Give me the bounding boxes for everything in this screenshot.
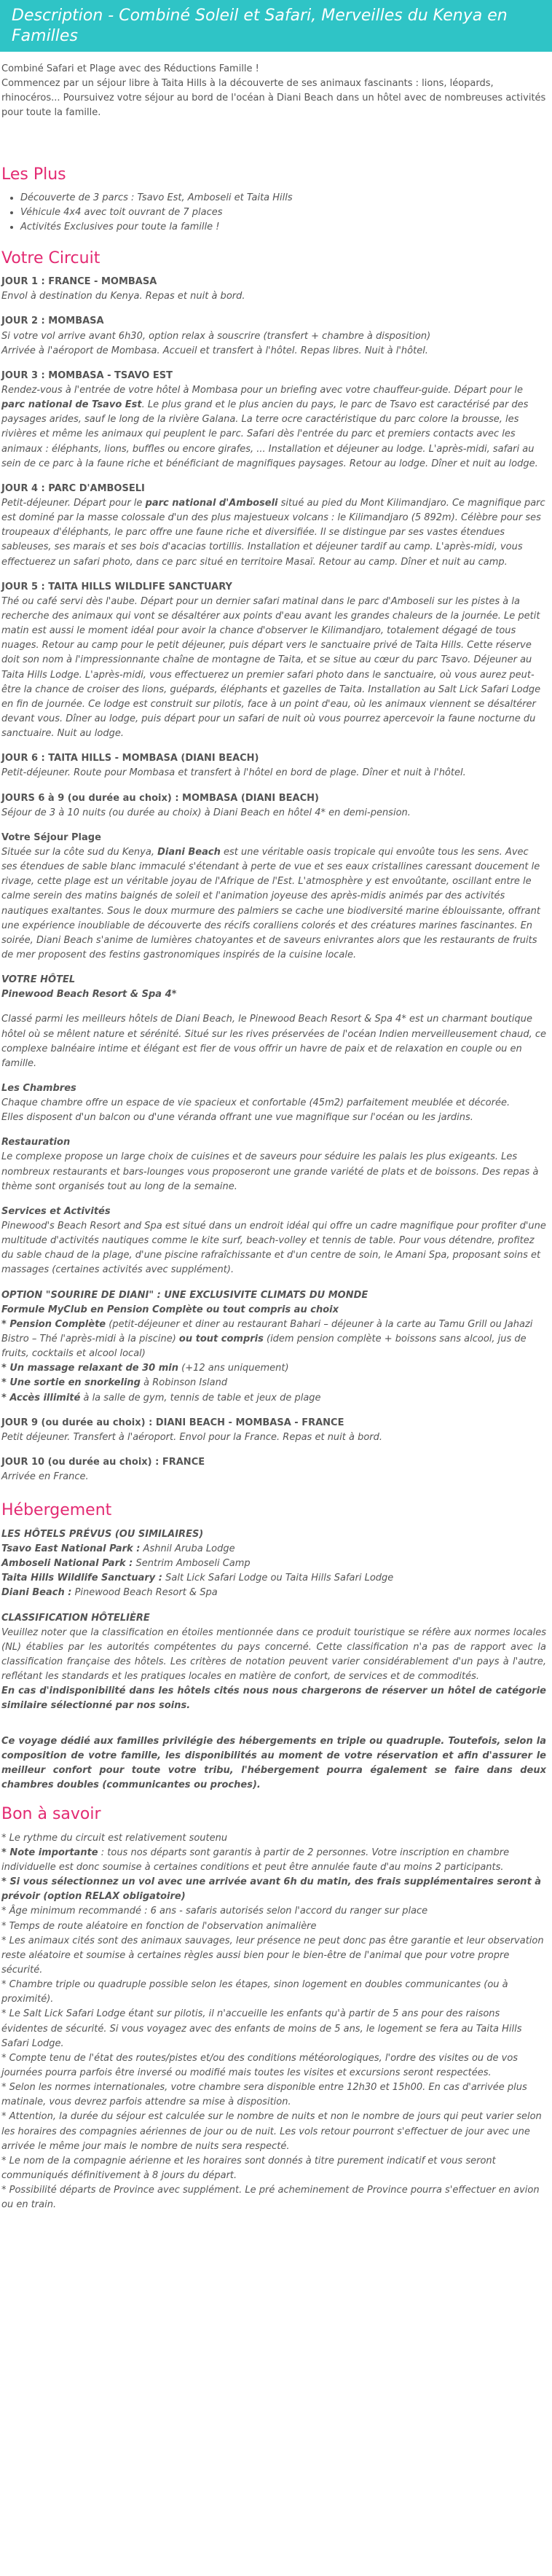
good-to-know-item bbox=[1, 1846, 546, 1875]
day-title: JOUR 1 : FRANCE - MOMBASA bbox=[1, 276, 157, 288]
classification-text: Veuillez noter que la classification en étoiles mentionnée dans ce produit touristique se réfère aux normes locales (NL) établies par les autorités compétentes du pays concerné. Cette classification n'a pas de rapport avec la classification française des hôtels. Les critères de notation peuvent varier considérablement d'un pays à l'autre, reflétant les standards et les pratiques locales en matière de confort, de services et de commodités. bbox=[1, 1626, 546, 1683]
good-to-know-item: * Le Salt Lick Safari Lodge étant sur pilotis, il n'accueille les enfants qu'à partir de 5 ans pour des raisons évidentes de sécurité. Si vous voyagez avec des enfants de moins de 5 ans, le logement se fera au Taita Hills Safari Lodge. bbox=[1, 2008, 522, 2049]
hotel-place: Tsavo East National Park : bbox=[1, 1543, 141, 1555]
day-9 bbox=[1, 1416, 546, 1445]
day-3 bbox=[1, 369, 546, 471]
beach-name: Diani Beach bbox=[157, 846, 221, 858]
services-text: Pinewood's Beach Resort and Spa est situé dans un endroit idéal qui offre un cadre magnifique pour profiter d'une multitude d'activités nautiques comme le kite surf, beach-volley et tennis de table. Pour vous détendre, profitez du sable chaud de la plage, d'une piscine rafraîchissante et d'un centre de soin, le Amani Spa, proposant soins et massages (certaines activités avec supplément). bbox=[1, 1221, 546, 1276]
good-to-know-item: * Les animaux cités sont des animaux sauvages, leur présence ne peut donc pas être garantie et leur observation reste aléatoire et soumise à certaines règles aussi bien pour le bien-être de l'animal que pour votre propre sécurité. bbox=[1, 1935, 544, 1976]
beach-stay-title: Votre Séjour Plage bbox=[1, 831, 101, 843]
text-run: : tous nos départs sont garantis à partir de 2 personnes. Votre inscription en chambre individuelle est donc soumise à certaines conditions et peut être annulée faute d'au moins 2 participants. bbox=[1, 1847, 510, 1874]
day-4 bbox=[1, 482, 546, 570]
plus-item: • Activités Exclusives pour toute la famille ! bbox=[20, 220, 546, 235]
family-lodging-note: Ce voyage dédié aux familles privilégie des hébergements en triple ou quadruple. Toutefois, selon la composition de votre famille, les disponibilités au moment de votre réservation et afin d'assurer le meilleur confort pour toute votre tribu, l'hébergement pourra également se faire dans deux chambres doubles (communicantes ou proches). bbox=[1, 1735, 546, 1790]
good-to-know-item: * Le nom de la compagnie aérienne et les horaires sont donnés à titre purement indicatif et vous seront communiqués définitivement à 8 jours du départ. bbox=[1, 2155, 496, 2181]
day-text: Petit déjeuner. Transfert à l'aéroport. Envol pour la France. Repas et nuit à bord. bbox=[1, 1431, 383, 1443]
good-to-know-item: * Compte tenu de l'état des routes/pistes et/ou des conditions météorologiques, l'ordre des visites ou de vos journées pourra parfois être inversé ou modifié mais toutes les visites et excursions seront respectées. bbox=[1, 2052, 519, 2078]
section-title-bon-a-savoir: Bon à savoir bbox=[1, 1805, 101, 1824]
hotel-value: Ashnil Aruba Lodge bbox=[140, 1543, 235, 1555]
services-title: Services et Activités bbox=[1, 1205, 111, 1217]
hotel-classification bbox=[1, 1611, 546, 1714]
good-to-know-item: * Chambre triple ou quadruple possible selon les étapes, sinon logement en doubles communicantes (ou à proximité). bbox=[1, 1979, 508, 2005]
good-to-know-item: * Selon les normes internationales, votre chambre sera disponible entre 12h30 et 15h00. En cas d'arrivée plus matinale, vous devrez parfois attendre sa mise à disposition. bbox=[1, 2082, 527, 2108]
hotel-place: Diani Beach : bbox=[1, 1587, 72, 1599]
day-text: Séjour de 3 à 10 nuits (ou durée au choix) à Diani Beach en hôtel 4* en demi-pension. bbox=[1, 807, 411, 818]
section-title-circuit: Votre Circuit bbox=[1, 248, 100, 267]
rooms-text: Chaque chambre offre un espace de vie spacieux et confortable (45m2) parfaitement meublée et décorée. bbox=[1, 1097, 510, 1109]
classification-title: CLASSIFICATION HÔTELIÈRE bbox=[1, 1612, 150, 1624]
park-name: parc national d'Amboseli bbox=[145, 498, 278, 509]
text-run: Petit-déjeuner. Départ pour le bbox=[1, 498, 146, 509]
plus-item: • Découverte de 3 parcs : Tsavo Est, Amboseli et Taita Hills bbox=[20, 191, 546, 205]
day-2 bbox=[1, 314, 546, 358]
day-title: JOUR 10 (ou durée au choix) : FRANCE bbox=[1, 1457, 205, 1468]
day-10 bbox=[1, 1455, 546, 1484]
pension-label: * Pension Complète bbox=[1, 1318, 106, 1330]
hotel-name: Pinewood Beach Resort & Spa 4* bbox=[1, 989, 177, 1001]
good-to-know-item: * Possibilité départs de Province avec supplément. Le pré acheminement de Province pourra s'effectuer en avion ou en train. bbox=[1, 2185, 540, 2211]
hotel-value: Sentrim Amboseli Camp bbox=[133, 1558, 251, 1570]
good-to-know-list bbox=[1, 1831, 546, 2213]
option-formula: Formule MyClub en Pension Complète ou tout compris au choix bbox=[1, 1304, 339, 1315]
day-text: Envol à destination du Kenya. Repas et nuit à bord. bbox=[1, 291, 245, 302]
hotel-place: Amboseli National Park : bbox=[1, 1558, 133, 1570]
text-run: Située sur la côte sud du Kenya, bbox=[1, 846, 158, 858]
plus-item: • Véhicule 4x4 avec toit ouvrant de 7 places bbox=[20, 205, 546, 220]
rooms-title: Les Chambres bbox=[1, 1082, 76, 1094]
good-to-know-item: * Attention, la durée du séjour est calculée sur le nombre de nuits et non le nombre de jours qui peut varier selon les horaires des compagnies aériennes de jour ou de nuit. Les vols retour pourront s'effectuer de jour avec une arrivée le même jour mais le nombre de nuits sera respecté. bbox=[1, 2111, 542, 2152]
bold-run: * Un massage relaxant de 30 min bbox=[1, 1363, 179, 1374]
text-run: à la salle de gym, tennis de table et jeux de plage bbox=[80, 1392, 321, 1404]
day-text: Thé ou café servi dès l'aube. Départ pour un dernier safari matinal dans le parc d'Amboseli sur les pistes à la recherche des animaux qui vont se désaltérer aux points d'eau avant les grandes chaleurs de la journée. Le petit matin est aussi le moment idéal pour avoir la chance d'observer le Kilimandjaro, totalement dégagé de tous nuages. Retour au camp pour le petit déjeuner, puis départ vers le sanctuaire privé de Taita Hills. Cette réserve doit son nom à l'impressionnante chaîne de montagne de Taita, et se situe au cœur du parc Tsavo. Déjeuner au Taita Hills Lodge. L'après-midi, vous effectuerez un premier safari photo dans le sanctuaire, où vous aurez peut-être la chance de croiser des lions, guépards, éléphants et gazelles de Taita. Installation au Salt Lick Safari Lodge en fin de journée. Ce lodge est construit sur pilotis, face à un point d'eau, où les animaux viennent se désaltérer devant vous. Dîner au lodge, puis départ pour un safari de nuit où vous pourrez apercevoir la faune nocturne du sanctuaire. Nuit au lodge. bbox=[1, 595, 541, 740]
hotel-row bbox=[1, 1557, 546, 1571]
section-title-plus: Les Plus bbox=[1, 165, 66, 184]
day-text bbox=[1, 496, 546, 570]
day-title: JOUR 4 : PARC D'AMBOSELI bbox=[1, 482, 145, 494]
hotel-row bbox=[1, 1586, 546, 1600]
option-gym bbox=[1, 1391, 546, 1406]
good-to-know-item: * Le rythme du circuit est relativement soutenu bbox=[1, 1832, 228, 1844]
section-title-hebergement: Hébergement bbox=[1, 1501, 112, 1520]
day-title: JOUR 6 : TAITA HILLS - MOMBASA (DIANI BEACH) bbox=[1, 753, 259, 764]
page-title-banner: Description - Combiné Soleil et Safari, Merveilles du Kenya en Familles bbox=[0, 0, 552, 52]
text-run: Rendez-vous à l'entrée de votre hôtel à Mombasa pour un briefing avec votre chauffeur-guide. Départ pour le bbox=[1, 385, 523, 396]
hotel-block bbox=[1, 973, 546, 1002]
plus-list bbox=[1, 191, 546, 235]
description-content bbox=[0, 62, 552, 2212]
day-title: JOUR 3 : MOMBASA - TSAVO EST bbox=[1, 369, 173, 381]
hotel-row bbox=[1, 1542, 546, 1557]
hotel-heading: VOTRE HÔTEL bbox=[1, 974, 76, 986]
day-text: Arrivée à l'aéroport de Mombasa. Accueil et transfert à l'hôtel. Repas libres. Nuit à l'hôtel. bbox=[1, 345, 428, 356]
text-run: à Robinson Island bbox=[140, 1377, 228, 1389]
text-run: . Le plus grand et le plus ancien du pays, le parc de Tsavo est caractérisé par des paysages arides, sauf le long de la rivière Galana. La terre ocre caractéristique du parc colore la brousse, les rivières et même les animaux qui peuplent le parc. Safari dès l'entrée du parc et premiers contacts avec les animaux : éléphants, lions, buffles ou encore girafes, ... Installation et déjeuner au lodge. L'après-midi, safari au sein de ce parc à la faune riche et bénéficiant de magnifiques paysages. Retour au lodge. Dîner et nuit au lodge. bbox=[1, 399, 538, 469]
day-text: Arrivée en France. bbox=[1, 1471, 89, 1483]
restaurant-title: Restauration bbox=[1, 1137, 71, 1148]
bold-run: * Note importante bbox=[1, 1847, 98, 1858]
day-6 bbox=[1, 751, 546, 780]
option-snorkeling bbox=[1, 1376, 546, 1390]
day-title: JOUR 9 (ou durée au choix) : DIANI BEACH - MOMBASA - FRANCE bbox=[1, 1417, 344, 1428]
restaurant-text: Le complexe propose un large choix de cuisines et de saveurs pour séduire les palais les plus exigeants. Les nombreux restaurants et bars-lounges vous proposeront une grande variété de plats et de boissons. Des repas à thème sont organisés tout au long de la semaine. bbox=[1, 1151, 539, 1192]
text-run: est une véritable oasis tropicale qui envoûte tous les sens. Avec ses étendues de sable blanc immaculé s'étendant à perte de vue et ses eaux cristallines caressant doucement le rivage, cette plage est un véritable joyau de l'Afrique de l'Est. L'atmosphère y est envoûtante, oscillant entre le calme serein des matins baignés de soleil et l'animation joyeuse des après-midis animés par des activités nautiques exaltantes. Sous le doux murmure des palmiers se cache une biodiversité marine éblouissante, offrant une expérience inoubliable de découverte des récifs coralliens colorés et des créatures marines fascinantes. En soirée, Diani Beach s'anime de lumières chatoyantes et de saveurs enivrantes alors que les restaurants de fruits de mer proposent des festins gastronomiques inspirés de la cuisine locale. bbox=[1, 846, 540, 960]
day-title: JOUR 2 : MOMBASA bbox=[1, 316, 104, 327]
beach-stay-text bbox=[1, 845, 546, 963]
hotel-rooms bbox=[1, 1081, 546, 1125]
day-text bbox=[1, 383, 546, 471]
text-run: (petit-déjeuner et diner au restaurant Bahari – déjeuner à la carte au Tamu Grill ou Jahazi Bistro – Thé l'après-midi à la piscine) bbox=[1, 1318, 533, 1345]
days-6-9 bbox=[1, 791, 546, 821]
option-massage bbox=[1, 1361, 546, 1376]
option-heading: OPTION "SOURIRE DE DIANI" : UNE EXCLUSIVITE CLIMATS DU MONDE bbox=[1, 1289, 368, 1301]
hotel-services bbox=[1, 1205, 546, 1278]
all-inclusive-label: ou tout compris bbox=[178, 1334, 264, 1345]
day-title: JOURS 6 à 9 (ou durée au choix) : MOMBASA (DIANI BEACH) bbox=[1, 792, 319, 804]
text-run: (+12 ans uniquement) bbox=[178, 1363, 289, 1374]
hotel-description: Classé parmi les meilleurs hôtels de Diani Beach, le Pinewood Beach Resort & Spa 4* est un charmant boutique hôtel où se mêlent nature et sérénité. Situé sur les rives préservées de l'océan Indien merveilleusement chaud, ce complexe balnéaire intime et élégant est fier de vous offrir un havre de paix et de relaxation en couple ou en famille. bbox=[1, 1014, 547, 1069]
day-title: JOUR 5 : TAITA HILLS WILDLIFE SANCTUARY bbox=[1, 581, 232, 592]
hotel-value: Salt Lick Safari Lodge ou Taita Hills Safari Lodge bbox=[162, 1573, 394, 1584]
day-5 bbox=[1, 580, 546, 742]
option-sourire-de-diani bbox=[1, 1288, 546, 1406]
good-to-know-item: * Temps de route aléatoire en fonction de l'observation animalière bbox=[1, 1920, 317, 1932]
hotel-place: Taita Hills Wildlife Sanctuary : bbox=[1, 1573, 162, 1584]
classification-availability: En cas d'indisponibilité dans les hôtels cités nous nous chargerons de réserver un hôtel de catégorie similaire sélectionné par nos soins. bbox=[1, 1686, 546, 1712]
text-run: situé au pied du Mont Kilimandjaro. Ce magnifique parc est dominé par la masse colossale d'un des plus majestueux volcans : le Kilimandjaro (5 892m). Célèbre pour ses troupeaux d'éléphants, le parc offre une faune riche et diversifiée. Il se distingue par ses vastes étendues sableuses, ses marais et ses bois d'acacias tortillis. Installation et déjeuner tardif au camp. L'après-midi, vous effectuerez un safari photo, dans ce parc situé en territoire Masaï. Retour au camp. Dîner et nuit au camp. bbox=[1, 498, 545, 568]
bold-run: * Une sortie en snorkeling bbox=[1, 1377, 141, 1389]
bold-run: * Accès illimité bbox=[1, 1392, 81, 1404]
day-text: Si votre vol arrive avant 6h30, option relax à souscrire (transfert + chambre à disposition) bbox=[1, 330, 431, 342]
good-to-know-item: * Si vous sélectionnez un vol avec une arrivée avant 6h du matin, des frais supplémentaires seront à prévoir (option RELAX obligatoire) bbox=[1, 1876, 542, 1903]
intro-tagline: Combiné Safari et Plage avec des Réductions Famille ! bbox=[1, 63, 259, 74]
hotel-row bbox=[1, 1571, 546, 1586]
hotel-restaurant bbox=[1, 1135, 546, 1194]
hotel-value: Pinewood Beach Resort & Spa bbox=[71, 1587, 218, 1599]
day-1 bbox=[1, 275, 546, 304]
rooms-text: Elles disposent d'un balcon ou d'une véranda offrant une vue magnifique sur l'océan ou les jardins. bbox=[1, 1112, 473, 1124]
intro-text: Commencez par un séjour libre à Taita Hills à la découverte de ses animaux fascinants : lions, léopards, rhinocéros... Poursuivez votre séjour au bord de l'océan à Diani Beach dans un hôtel avec de nombreuses activités pour toute la famille. bbox=[1, 78, 546, 119]
hotel-list-heading: LES HÔTELS PRÉVUS (OU SIMILAIRES) bbox=[1, 1528, 204, 1540]
park-name: parc national de Tsavo Est bbox=[1, 399, 142, 411]
option-meal-plan bbox=[1, 1318, 546, 1361]
hotel-list bbox=[1, 1527, 546, 1601]
beach-stay bbox=[1, 831, 546, 963]
text-run: (idem pension complète + boissons sans alcool, jus de fruits, cocktails et alcool local) bbox=[1, 1334, 527, 1360]
day-text: Petit-déjeuner. Route pour Mombasa et transfert à l'hôtel en bord de plage. Dîner et nuit à l'hôtel. bbox=[1, 767, 466, 779]
good-to-know-item: * Âge minimum recommandé : 6 ans - safaris autorisés selon l'accord du ranger sur place bbox=[1, 1906, 428, 1917]
